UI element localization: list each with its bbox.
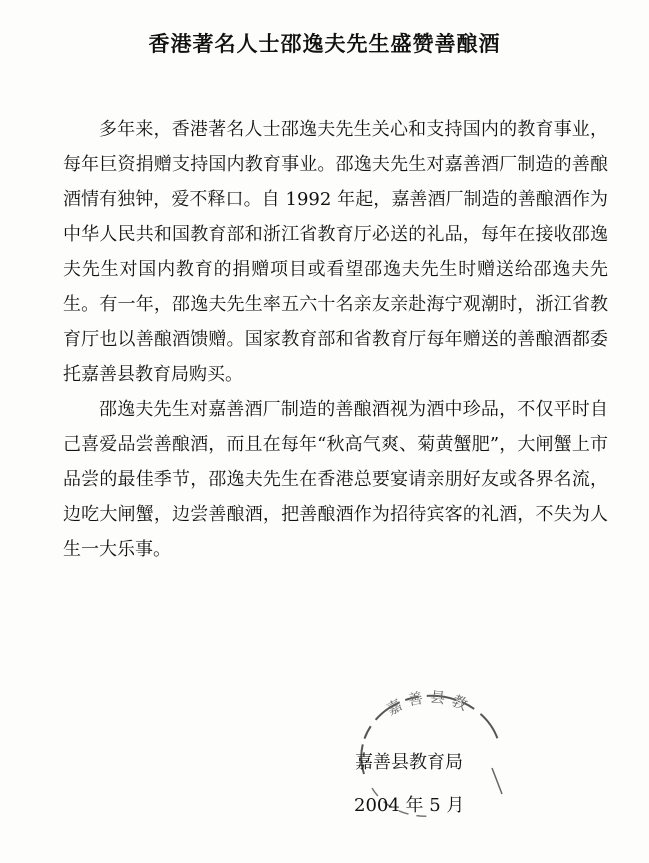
document-title: 香港著名人士邵逸夫先生盛赞善酿酒 [148,31,501,56]
paragraph-2: 邵逸夫先生对嘉善酒厂制造的善酿酒视为酒中珍品，不仅平时自己喜爱品尝善酿酒，而且在每年“秋高气爽、菊黄蟹肥”，大闸蟹上市品尝的最佳季节，邵逸夫先生在香港总要宴请亲朋好友或各界名流，边吃大闸蟹，边尝善酿酒，把善酿酒作为招待宾客的礼酒，不失为人生一大乐事。 [63,399,608,560]
signature-organization: 嘉善县教育局 [355,752,463,773]
svg-text:嘉善县教 [383,688,475,719]
document-body [63,112,608,567]
paragraph-1: 多年来，香港著名人士邵逸夫先生关心和支持国内的教育事业，每年巨资捐赠支持国内教育事业。邵逸夫先生对嘉善酒厂制造的善酿酒情有独钟，爱不释口。自 1992 年起，嘉善酒厂制造的善酿酒作为中华人民共和国教育部和浙江省教育厅必送的礼品，每年在接收邵逸夫先生对国内教育的捐赠项目或看望邵逸夫先生时赠送给邵逸夫先生。有一年，邵逸夫先生率五六十名亲友亲赴海宁观潮时，浙江省教育厅也以善酿酒馈赠。国家教育部和省教育厅每年赠送的善酿酒都委托嘉善县教育局购买。 [63,119,608,385]
seal-arc-text: 嘉善县教 [383,687,476,719]
signature-date: 2004 年 5 月 [354,795,465,816]
